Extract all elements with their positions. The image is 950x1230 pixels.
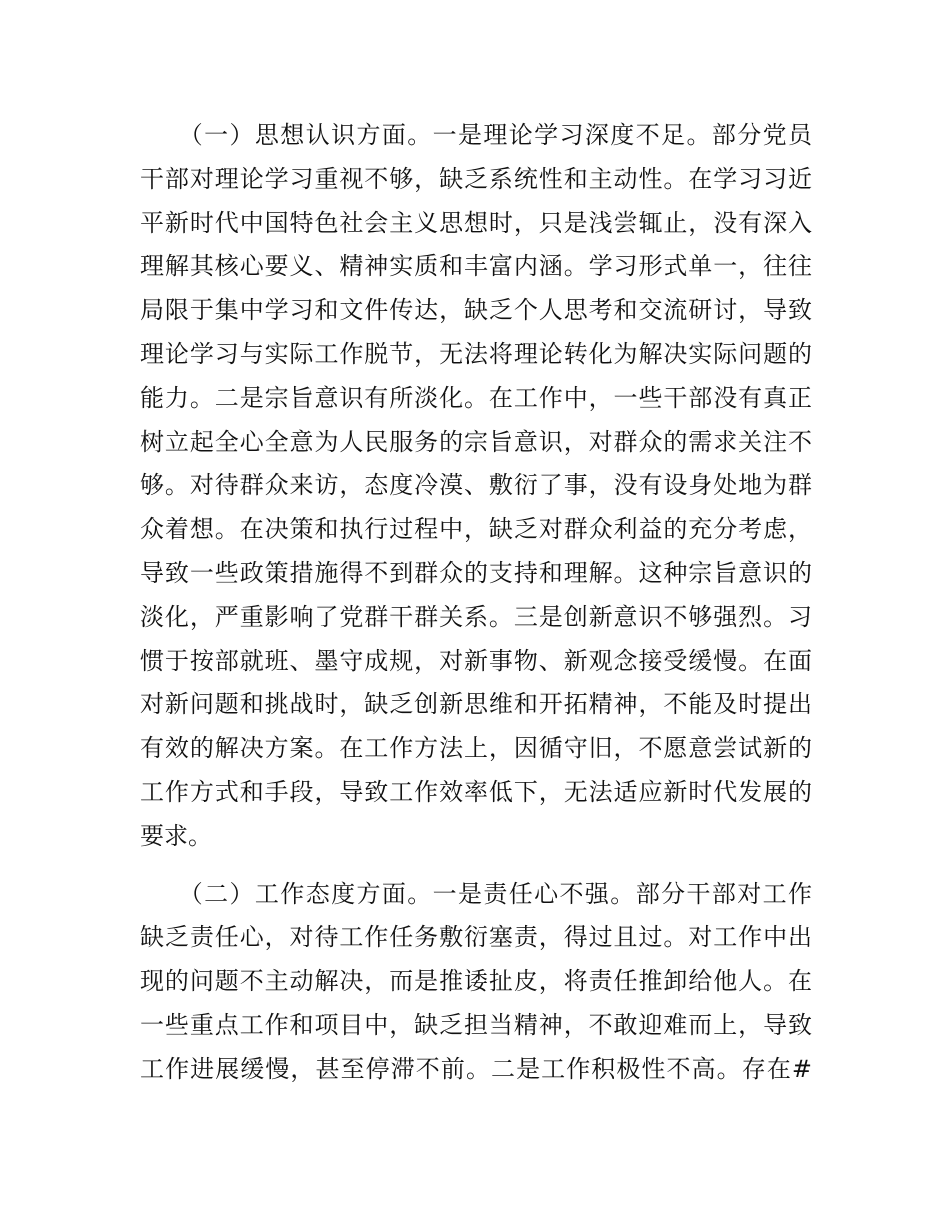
text-line: 导致一些政策措施得不到群众的支持和理解。这种宗旨意识的 — [140, 558, 812, 587]
text-line: 局限于集中学习和文件传达，缺乏个人思考和交流研讨，导致 — [140, 296, 812, 325]
text-line: 理论学习与实际工作脱节，无法将理论转化为解决实际问题的 — [140, 339, 812, 368]
text-line: （二）工作态度方面。一是责任心不强。部分干部对工作 — [140, 879, 812, 908]
paragraph-spacer — [140, 859, 812, 873]
text-line: 有效的解决方案。在工作方法上，因循守旧，不愿意尝试新的 — [140, 734, 812, 763]
text-line: （一）思想认识方面。一是理论学习深度不足。部分党员 — [140, 121, 812, 149]
text-line: 一些重点工作和项目中，缺乏担当精神，不敢迎难而上，导致 — [140, 1010, 812, 1039]
text-line: 能力。二是宗旨意识有所淡化。在工作中，一些干部没有真正 — [140, 383, 812, 412]
text-line: 工作方式和手段，导致工作效率低下，无法适应新时代发展的 — [140, 777, 812, 806]
text-line: 惯于按部就班、墨守成规，对新事物、新观念接受缓慢。在面 — [140, 646, 812, 675]
text-line: 淡化，严重影响了党群干群关系。三是创新意识不够强烈。习 — [140, 602, 812, 631]
text-line: 对新问题和挑战时，缺乏创新思维和开拓精神，不能及时提出 — [140, 690, 812, 719]
text-line: 工作进展缓慢，甚至停滞不前。二是工作积极性不高。存在# — [140, 1054, 812, 1083]
text-line: 树立起全心全意为人民服务的宗旨意识，对群众的需求关注不 — [140, 427, 812, 456]
text-line: 平新时代中国特色社会主义思想时，只是浅尝辄止，没有深入 — [140, 208, 812, 237]
text-line: 众着想。在决策和执行过程中，缺乏对群众利益的充分考虑， — [140, 515, 812, 544]
paragraph-thought-awareness — [140, 114, 812, 859]
document-body — [140, 114, 812, 1092]
text-line: 缺乏责任心，对待工作任务敷衍塞责，得过且过。对工作中出 — [140, 923, 812, 952]
text-line: 现的问题不主动解决，而是推诿扯皮，将责任推卸给他人。在 — [140, 967, 812, 996]
text-line: 理解其核心要义、精神实质和丰富内涵。学习形式单一，往往 — [140, 252, 812, 281]
paragraph-work-attitude — [140, 873, 812, 1092]
text-line-last: 要求。 — [140, 821, 212, 850]
text-line: 够。对待群众来访，态度冷漠、敷衍了事，没有设身处地为群 — [140, 471, 812, 500]
text-line: 干部对理论学习重视不够，缺乏系统性和主动性。在学习习近 — [140, 164, 812, 193]
